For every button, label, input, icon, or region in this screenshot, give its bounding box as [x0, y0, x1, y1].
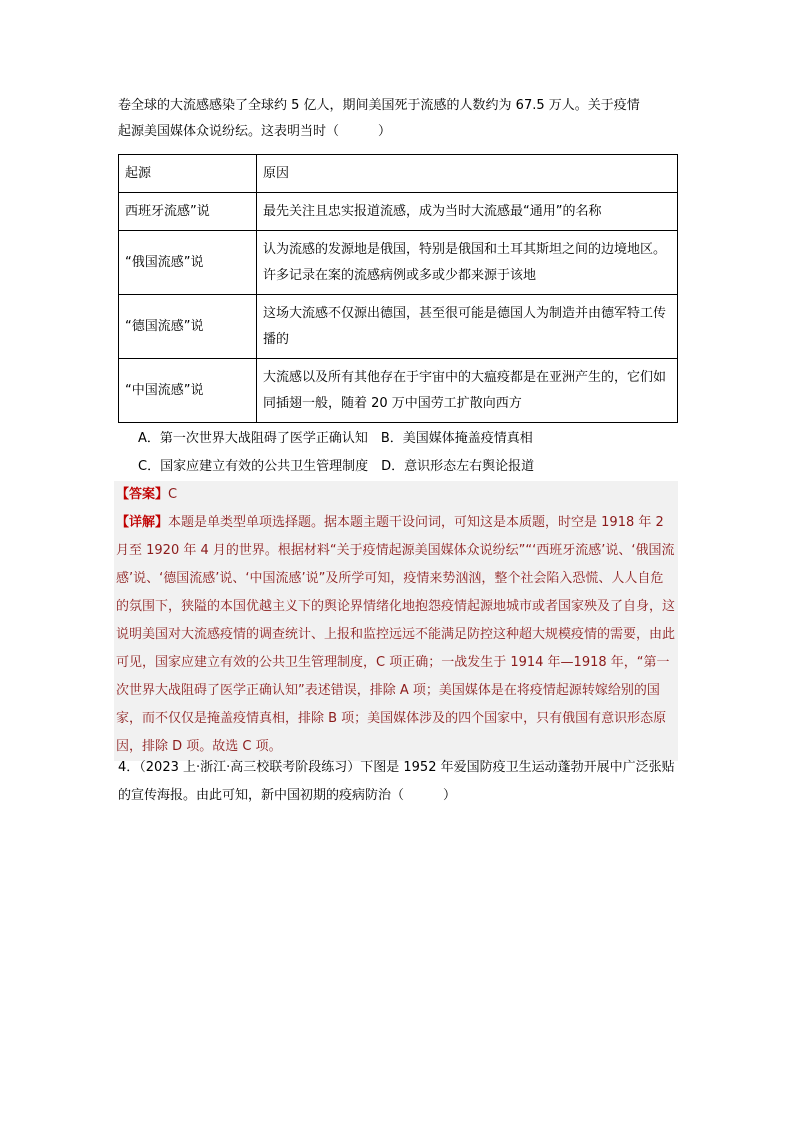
stem-line-1: 卷全球的大流感感染了全球约 5 亿人，期间美国死于流感的人数约为 67.5 万人。关于疫情 [118, 98, 640, 113]
table-row [119, 193, 678, 231]
question-4 [118, 754, 678, 810]
explanation-label: 【详解】 [116, 515, 169, 530]
explanation-text: 本题是单类型单项选择题。据本题主题干设问词，可知这是本质题，时空是 1918 年 2 月至 1920 年 4 月的世界。根据材料“关于疫情起源美国媒体众说纷纭”“‘西班牙流感’说、‘俄国流感’说、‘德国流感’说、‘中国流感’说”及所学可知，疫情来势汹汹，整个社会陷入恐慌、人人自危的氛围下，狭隘的本国优越主义下的舆论界情绪化地抱怨疫情起源地城市或者国家殃及了自身，这说明美国对大流感疫情的调查统计、上报和监控远远不能满足防控这种超大规模疫情的需要，由此可见，国家应建立有效的公共卫生管理制度，C 项正确；一战发生于 1914 年—1918 年，“第一次世界大战阻碍了医学正确认知”表述错误，排除 A 项；美国媒体是在将疫情起源转嫁给别的国家，而不仅仅是掩盖疫情真相，排除 B 项；美国媒体涉及的四个国家中，只有俄国有意识形态原因，排除 D 项。故选 C 项。 [116, 515, 676, 754]
header-reason: 原因 [257, 155, 678, 193]
question-stem [118, 93, 678, 145]
stem-line-2: 起源美国媒体众说纷纭。这表明当时（ ） [118, 124, 392, 139]
row-reason: 最先关注且忠实报道流感，成为当时大流感最“通用”的名称 [257, 193, 678, 231]
answer-section [114, 481, 678, 761]
table-row [119, 231, 678, 295]
table-header-row [119, 155, 678, 193]
table-row [119, 295, 678, 359]
options-line-1: A．第一次世界大战阻碍了医学正确认知 B．美国媒体掩盖疫情真相 [138, 431, 533, 446]
answer-label: 【答案】 [116, 487, 169, 502]
answer-line [116, 481, 676, 509]
row-origin: “俄国流感”说 [119, 231, 257, 295]
row-reason: 这场大流感不仅源出德国，甚至很可能是德国人为制造并由德军特工传播的 [257, 295, 678, 359]
answer-value: C [168, 487, 178, 502]
row-origin: “中国流感”说 [119, 359, 257, 423]
row-reason: 认为流感的发源地是俄国，特别是俄国和土耳其斯坦之间的边境地区。许多记录在案的流感病例或多或少都来源于该地 [257, 231, 678, 295]
table-row [119, 359, 678, 423]
header-origin: 起源 [119, 155, 257, 193]
row-origin: “德国流感”说 [119, 295, 257, 359]
options-line-2: C．国家应建立有效的公共卫生管理制度 D．意识形态左右舆论报道 [138, 459, 535, 474]
origins-table [118, 154, 678, 423]
row-reason: 大流感以及所有其他存在于宇宙中的大瘟疫都是在亚洲产生的，它们如同插翅一般，随着 20 万中国劳工扩散向西方 [257, 359, 678, 423]
answer-options [138, 425, 678, 481]
question-4-text: 4．（2023 上·浙江·高三校联考阶段练习）下图是 1952 年爱国防疫卫生运动蓬勃开展中广泛张贴的宣传海报。由此可知，新中国初期的疫病防治（ ） [118, 760, 675, 803]
explanation-paragraph [116, 509, 676, 761]
row-origin: 西班牙流感”说 [119, 193, 257, 231]
